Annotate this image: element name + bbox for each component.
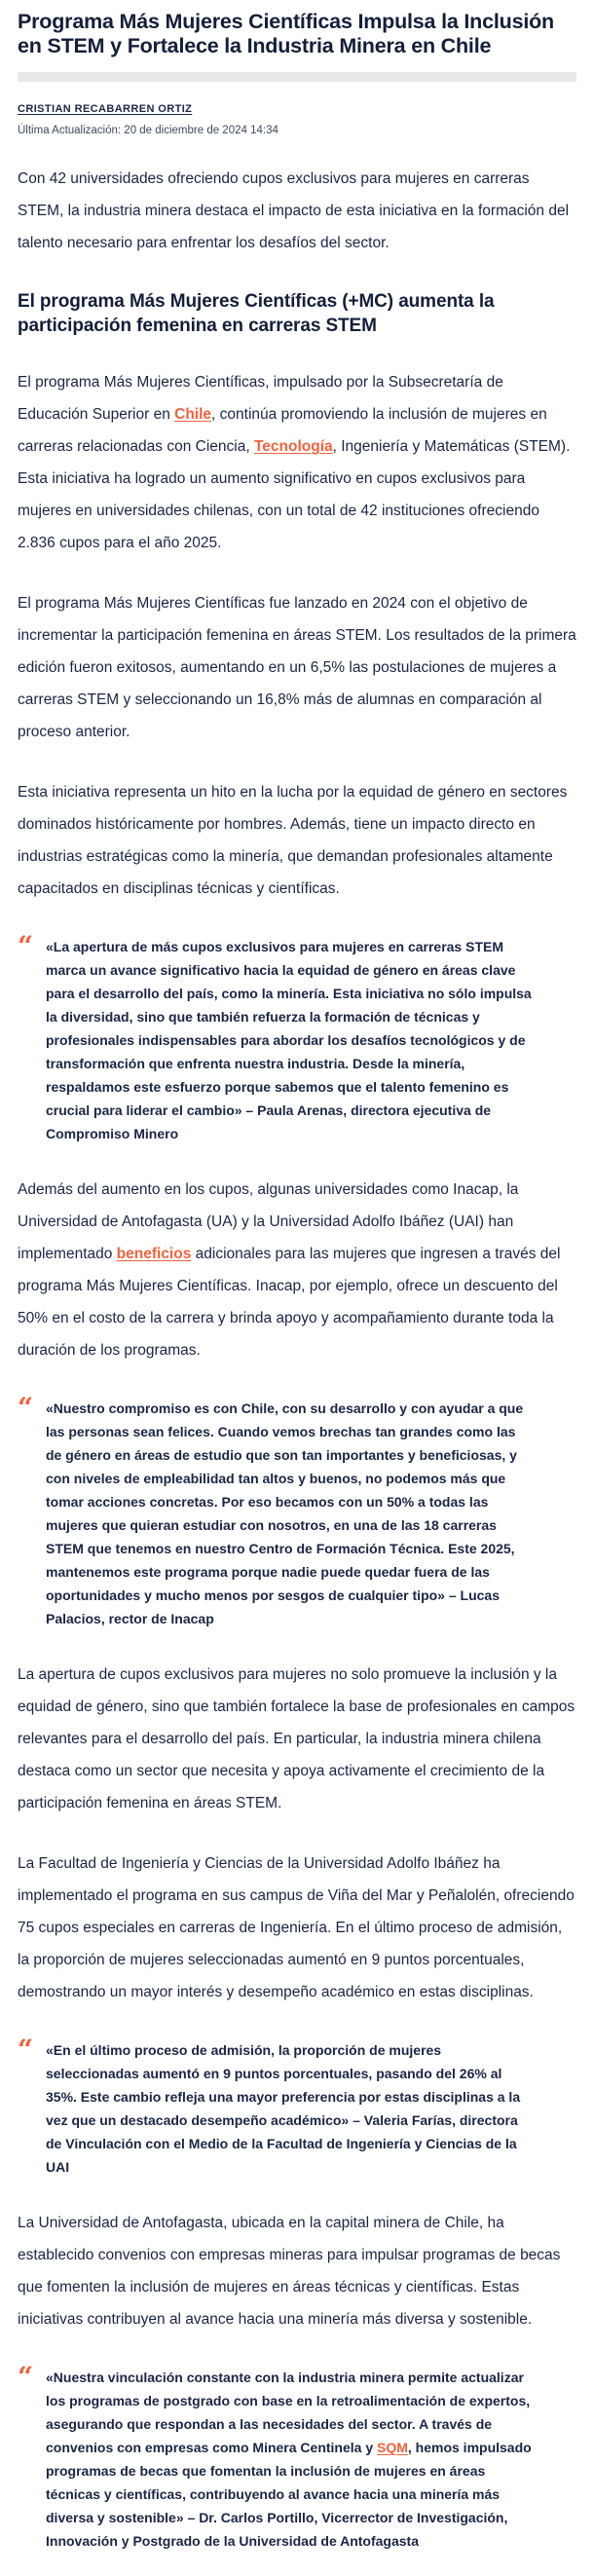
quote-text: «Nuestro compromiso es con Chile, con su desarrollo y con ayudar a que las personas sean felices. Cuando vemos brechas tan grandes como las de género en áreas de estudio que son tan importantes y beneficiosas, y con niveles de empleabilidad tan altos y buenos, no podemos más que tomar acciones concretas. Por eso becamos con un 50% a todas las mujeres que quieran estudiar con nosotros, en una de las 18 carreras STEM que tenemos en nuestro Centro de Formación Técnica. Este 2025, mantenemos este programa porque nadie puede quedar fuera de las oportunidades y mucho menos por sesgos de cualquier tipo» – Lucas Palacios, rector de Inacap: [46, 1400, 524, 1626]
quote-mark-icon: “: [18, 1392, 34, 1424]
quote-block: [18, 930, 576, 1145]
lead-paragraph: Con 42 universidades ofreciendo cupos exclusivos para mujeres en carreras STEM, la industria minera destaca el impacto de esta iniciativa en la formación del talento necesario para enfrentar los desafíos del sector.: [18, 170, 570, 251]
section-heading: El programa Más Mujeres Científicas (+MC) aumenta la participación femenina en carreras STEM: [18, 291, 495, 336]
article-paragraph: La apertura de cupos exclusivos para mujeres no solo promueve la inclusión y la equidad de género, sino que también fortalece la base de profesionales en campos relevantes para el desarrollo del país. En particular, la industria minera chilena destaca como un sector que necesita y apoya activamente el crecimiento de la participación femenina en áreas STEM.: [18, 1666, 575, 1811]
quote-mark-icon: “: [18, 930, 34, 962]
byline: [18, 99, 576, 117]
article-body: [18, 366, 576, 2553]
quote-text: «En el último proceso de admisión, la proporción de mujeres seleccionadas aumentó en 9 puntos porcentuales, pasando del 26% al 35%. Este cambio refleja una mayor preferencia por estas disciplinas a la vez que un destacado desempeño académico» – Valeria Farías, directora de Vinculación con el Medio de la Facultad de Ingeniería y Ciencias de la UAI: [46, 2042, 521, 2175]
article-paragraph: Además del aumento en los cupos, algunas universidades como Inacap, la Universidad de Antofagasta (UA) y la Universidad Adolfo Ibáñez (UAI) han implementado beneficios adicionales para las mujeres que ingresen a través del programa Más Mujeres Científicas. Inacap, por ejemplo, ofrece un descuento del 50% en el costo de la carrera y brinda apoyo y acompañamiento durante toda la duración de los programas.: [18, 1181, 561, 1359]
inline-link-tecnologia[interactable]: Tecnología: [253, 438, 333, 455]
inline-link-sqm[interactable]: SQM: [377, 2440, 408, 2455]
quote-text: «La apertura de más cupos exclusivos para mujeres en carreras STEM marca un avance significativo hacia la equidad de género en áreas clave para el desarrollo del país, como la minería. Esta iniciativa no sólo impulsa la diversidad, sino que también refuerza la formación de técnicas y profesionales indispensables para abordar los desafíos tecnológicos y de transformación que enfrenta nuestra industria. Desde la minería, respaldamos este esfuerzo porque sabemos que el talento femenino es crucial para liderar el cambio» – Paula Arenas, directora ejecutiva de Compromiso Minero: [46, 939, 532, 1141]
inline-link-beneficios[interactable]: beneficios: [116, 1246, 192, 1262]
article-paragraph: El programa Más Mujeres Científicas fue lanzado en 2024 con el objetivo de incrementar la participación femenina en áreas STEM. Los resultados de la primera edición fueron exitosos, aumentando en un 6,5% las postulaciones de mujeres a carreras STEM y seleccionando un 16,8% más de alumnas en comparación al proceso anterior.: [18, 595, 576, 740]
quote-mark-icon: “: [18, 2361, 34, 2393]
article-paragraph: La Facultad de Ingeniería y Ciencias de la Universidad Adolfo Ibáñez ha implementado el programa en sus campus de Viña del Mar y Peñalolén, ofreciendo 75 cupos especiales en carreras de Ingeniería. En el último proceso de admisión, la proporción de mujeres seleccionadas aumentó en 9 puntos porcentuales, demostrando un mayor interés y desempeño académico en estas disciplinas.: [18, 1855, 575, 2000]
quote-block: [18, 2361, 576, 2553]
article-paragraph: Esta iniciativa representa un hito en la lucha por la equidad de género en sectores dominados históricamente por hombres. Además, tiene un impacto directo en industrias estratégicas como la minería, que demandan profesionales altamente capacitados en disciplinas técnicas y científicas.: [18, 784, 568, 897]
quote-block: [18, 1392, 576, 1630]
quote-block: [18, 2034, 576, 2179]
last-updated-text: Última Actualización: 20 de diciembre de 2024 14:34: [18, 125, 278, 136]
article-title: Programa Más Mujeres Científicas Impulsa la Inclusión en STEM y Fortalece la Industria Minera en Chile: [18, 10, 554, 57]
author-link[interactable]: CRISTIAN RECABARREN ORTIZ: [18, 103, 193, 115]
quote-mark-icon: “: [18, 2034, 34, 2066]
divider-bar: [18, 72, 576, 82]
quote-text: «Nuestra vinculación constante con la industria minera permite actualizar los programas de postgrado con base en la retroalimentación de expertos, asegurando que respondan a las necesidades del sector. A través de convenios con empresas como Minera Centinela y SQM, hemos impulsado programas de becas que fomentan la inclusión de mujeres en áreas técnicas y científicas, contribuyendo al avance hacia una minería más diversa y sostenible» – Dr. Carlos Portillo, Vicerrector de Investigación, Innovación y Postgrado de la Universidad de Antofagasta: [46, 2370, 532, 2549]
inline-link-chile[interactable]: Chile: [174, 406, 212, 423]
article-paragraph: La Universidad de Antofagasta, ubicada en la capital minera de Chile, ha establecido convenios con empresas mineras para impulsar programas de becas que fomenten la inclusión de mujeres en áreas técnicas y científicas. Estas iniciativas contribuyen al avance hacia una minería más diversa y sostenible.: [18, 2215, 561, 2328]
article-paragraph: El programa Más Mujeres Científicas, impulsado por la Subsecretaría de Educación Superior en Chile, continúa promoviendo la inclusión de mujeres en carreras relacionadas con Ciencia, Tecnología, Ingeniería y Matemáticas (STEM). Esta iniciativa ha logrado un aumento significativo en cupos exclusivos para mujeres en universidades chilenas, con un total de 42 instituciones ofreciendo 2.836 cupos para el año 2025.: [18, 374, 571, 551]
